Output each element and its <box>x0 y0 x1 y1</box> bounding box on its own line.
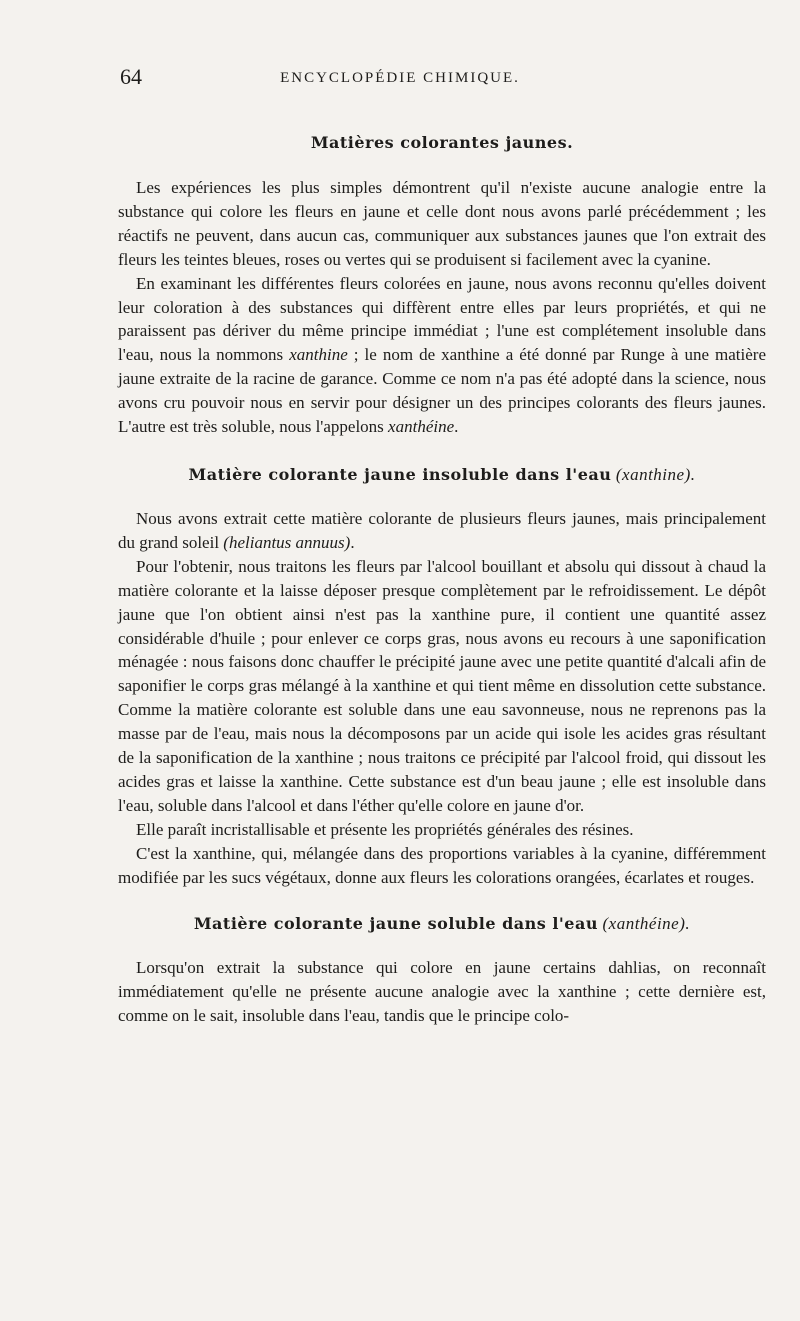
heading-text: Matières colorantes jaunes. <box>310 133 574 152</box>
paragraph <box>118 272 766 439</box>
heading-subtitle: (xanthine). <box>615 464 696 484</box>
section-heading-insoluble <box>118 465 766 485</box>
paragraph-text: Lorsqu'on extrait la substance qui colore en jaune certains dahlias, on reconnaît immédiatement qu'elle ne présente aucune analogie avec la xanthine ; cette dernière est, comme on le sait, insoluble dans l'eau, tandis que le principe colo- <box>118 958 766 1026</box>
heading-text: Matière colorante jaune soluble dans l'eau <box>193 914 598 934</box>
paragraph <box>118 818 766 842</box>
paragraph-text: Nous avons extrait cette matière colorante de plusieurs fleurs jaunes, mais principalement du grand soleil <box>118 508 766 552</box>
italic-term: xanthéine <box>388 417 455 437</box>
section-heading-yellow-colorants <box>118 133 766 153</box>
paragraph <box>118 842 766 890</box>
paragraph-text: Elle paraît incristallisable et présente les propriétés générales des résines. <box>136 819 634 839</box>
italic-term: (heliantus annuus) <box>223 532 351 552</box>
paragraph-text: En examinant les différentes fleurs colorées en jaune, nous avons reconnu qu'elles doivent leur coloration à des substances qui diffèrent entre elles par leurs propriétés, et qui ne paraissent pas dériver du même principe immédiat ; l'une est complétement insoluble dans l'eau, nous la nommons <box>118 273 766 365</box>
paragraph-text: C'est la xanthine, qui, mélangée dans des proportions variables à la cyanine, différemment modifiée par les sucs végétaux, donne aux fleurs les colorations orangées, écarlates et rouges. <box>118 843 766 887</box>
paragraph-text: ; le nom de xanthine a été donné par Runge à une matière jaune extraite de la racine de garance. Comme ce nom n'a pas été adopté dans la science, nous avons cru pouvoir nous en servir pour désigner un des principes colorants des fleurs jaunes. L'autre est très soluble, nous l'appelons <box>118 345 766 437</box>
paragraph-text: Les expériences les plus simples démontrent qu'il n'existe aucune analogie entre la substance qui colore les fleurs en jaune et celle dont nous avons parlé précédemment ; les réactifs ne peuvent, dans aucun cas, communiquer aux substances jaunes que l'on extrait des fleurs les teintes bleues, roses ou vertes qui se produisent si facilement avec la cyanine. <box>118 178 766 269</box>
running-title: ENCYCLOPÉDIE CHIMIQUE. <box>280 70 520 86</box>
paragraph-text: Pour l'obtenir, nous traitons les fleurs par l'alcool bouillant et absolu qui dissout à chaud la matière colorante et la laisse déposer presque complètement par le refroidissement. Le dépôt jaune que l'on obtient ainsi n'est pas la xanthine pure, il contient une quantité assez considérable d'huile ; pour enlever ce corps gras, nous avons eu recours à une saponification ménagée : nous faisons donc chauffer le précipité jaune avec une petite quantité d'alcali afin de saponifier le corps gras mélangé à la xanthine et qui tient même en dissolution cette substance. Comme la matière colorante est soluble dans une eau savonneuse, nous ne reprenons pas la masse par de l'eau, mais nous la décomposons par un acide qui isole les acides gras résultant de la saponification de la xanthine ; nous traitons ce précipité par l'alcool froid, qui dissout les acides gras et laisse la xanthine. Cette substance est d'un beau jaune ; elle est insoluble dans l'eau, soluble dans l'alcool et dans l'éther qu'elle colore en jaune d'or. <box>118 556 766 815</box>
heading-text: Matière colorante jaune insoluble dans l'eau <box>188 464 612 484</box>
paragraph-text: . <box>350 532 355 552</box>
running-head <box>0 64 800 94</box>
section-heading-soluble <box>118 914 766 934</box>
paragraph <box>118 555 766 818</box>
paragraph <box>118 507 766 555</box>
paragraph <box>118 956 766 1028</box>
body-text <box>118 133 766 1028</box>
paragraph <box>118 176 766 272</box>
paragraph-text: . <box>454 417 459 437</box>
page-number: 64 <box>120 64 142 89</box>
heading-subtitle: (xanthéine). <box>602 914 691 934</box>
italic-term: xanthine <box>289 345 348 365</box>
